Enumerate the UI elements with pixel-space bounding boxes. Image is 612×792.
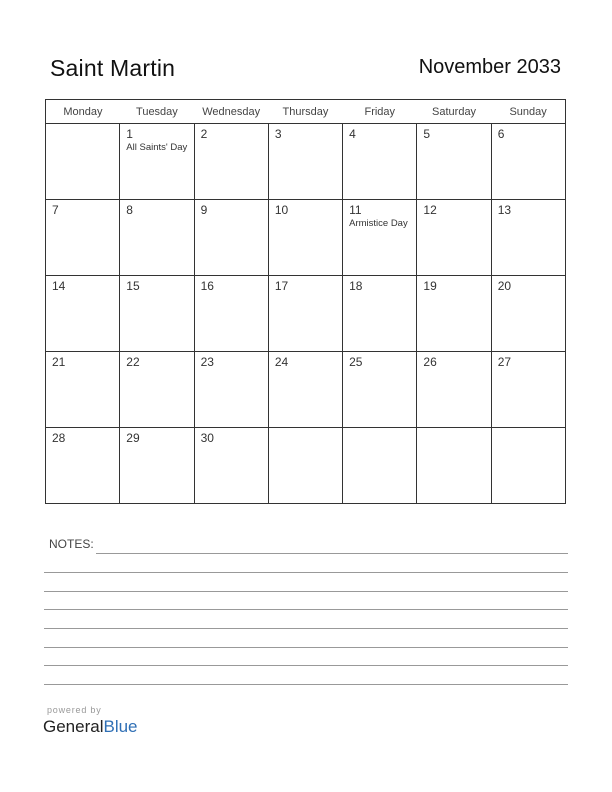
day-number: 30 bbox=[200, 431, 214, 445]
day-cell bbox=[268, 352, 342, 428]
day-cell bbox=[194, 124, 268, 200]
week-row bbox=[46, 200, 566, 276]
weekday-header: Saturday bbox=[417, 100, 491, 124]
day-cell bbox=[343, 352, 417, 428]
note-line bbox=[96, 553, 568, 554]
day-cell bbox=[491, 124, 565, 200]
day-cell bbox=[194, 276, 268, 352]
week-row bbox=[46, 352, 566, 428]
day-cell bbox=[491, 200, 565, 276]
day-cell bbox=[343, 276, 417, 352]
day-cell bbox=[491, 276, 565, 352]
day-cell bbox=[120, 352, 194, 428]
day-number: 7 bbox=[52, 203, 59, 217]
day-cell bbox=[194, 428, 268, 504]
note-line bbox=[44, 684, 568, 685]
brand-blue-text: Blue bbox=[103, 717, 138, 736]
day-cell bbox=[417, 124, 491, 200]
weekday-header: Thursday bbox=[268, 100, 342, 124]
note-line bbox=[44, 572, 568, 573]
weekday-header: Wednesday bbox=[194, 100, 268, 124]
week-row bbox=[46, 124, 566, 200]
day-cell bbox=[343, 428, 417, 504]
day-number: 8 bbox=[126, 203, 133, 217]
day-number: 4 bbox=[349, 127, 356, 141]
day-cell bbox=[120, 428, 194, 504]
day-number: 23 bbox=[200, 355, 214, 369]
day-cell bbox=[120, 200, 194, 276]
note-line bbox=[44, 647, 568, 648]
month-year-title: November 2033 bbox=[418, 56, 561, 78]
day-number: 27 bbox=[497, 355, 512, 369]
day-number: 17 bbox=[274, 279, 289, 293]
day-cell bbox=[46, 200, 120, 276]
day-cell bbox=[268, 200, 342, 276]
day-number: 18 bbox=[349, 279, 363, 293]
day-cell bbox=[491, 428, 565, 504]
note-line bbox=[44, 628, 568, 629]
day-cell bbox=[491, 352, 565, 428]
note-line bbox=[44, 665, 568, 666]
notes-label: NOTES: bbox=[49, 537, 94, 551]
weekday-header: Tuesday bbox=[120, 100, 194, 124]
day-cell bbox=[46, 428, 120, 504]
day-cell bbox=[46, 124, 120, 200]
weekday-header: Monday bbox=[46, 100, 120, 124]
day-number: 15 bbox=[126, 279, 140, 293]
day-number: 11 bbox=[349, 203, 362, 217]
holiday-label: Armistice Day bbox=[349, 218, 408, 229]
day-number: 1 bbox=[126, 127, 133, 141]
day-cell bbox=[120, 124, 194, 200]
brand-general-text: General bbox=[43, 717, 104, 736]
day-number: 6 bbox=[497, 127, 505, 141]
day-cell bbox=[268, 124, 342, 200]
day-number: 26 bbox=[423, 355, 437, 369]
day-number: 20 bbox=[497, 279, 512, 293]
week-row bbox=[46, 276, 566, 352]
day-cell bbox=[268, 428, 342, 504]
day-cell bbox=[120, 276, 194, 352]
day-cell bbox=[343, 124, 417, 200]
day-cell bbox=[417, 200, 491, 276]
day-cell bbox=[268, 276, 342, 352]
day-cell bbox=[194, 352, 268, 428]
note-line bbox=[44, 591, 568, 592]
day-number: 10 bbox=[274, 203, 289, 217]
day-number: 28 bbox=[52, 431, 66, 445]
weekday-header-row bbox=[46, 100, 566, 124]
day-number: 25 bbox=[349, 355, 363, 369]
day-number: 9 bbox=[200, 203, 208, 217]
day-number: 21 bbox=[52, 355, 66, 369]
day-number: 12 bbox=[423, 203, 437, 217]
day-number: 19 bbox=[423, 279, 437, 293]
day-cell bbox=[46, 276, 120, 352]
day-cell bbox=[46, 352, 120, 428]
day-number: 24 bbox=[274, 355, 289, 369]
day-number: 13 bbox=[497, 203, 512, 217]
week-row bbox=[46, 428, 566, 504]
calendar-grid bbox=[45, 99, 566, 504]
day-number: 5 bbox=[423, 127, 431, 141]
day-cell bbox=[417, 352, 491, 428]
day-cell bbox=[417, 428, 491, 504]
day-number: 14 bbox=[52, 279, 66, 293]
day-number: 16 bbox=[200, 279, 214, 293]
day-cell bbox=[194, 200, 268, 276]
powered-by-text: powered by bbox=[47, 705, 102, 715]
day-cell bbox=[417, 276, 491, 352]
country-title: Saint Martin bbox=[50, 55, 176, 81]
day-number: 3 bbox=[274, 127, 282, 141]
holiday-label: All Saints' Day bbox=[126, 142, 188, 153]
generalblue-logo[interactable] bbox=[43, 717, 138, 737]
weekday-header: Sunday bbox=[491, 100, 565, 124]
day-number: 2 bbox=[200, 127, 208, 141]
note-line bbox=[44, 609, 568, 610]
weekday-header: Friday bbox=[343, 100, 417, 124]
day-cell bbox=[343, 200, 417, 276]
day-number: 29 bbox=[126, 431, 140, 445]
day-number: 22 bbox=[126, 355, 140, 369]
